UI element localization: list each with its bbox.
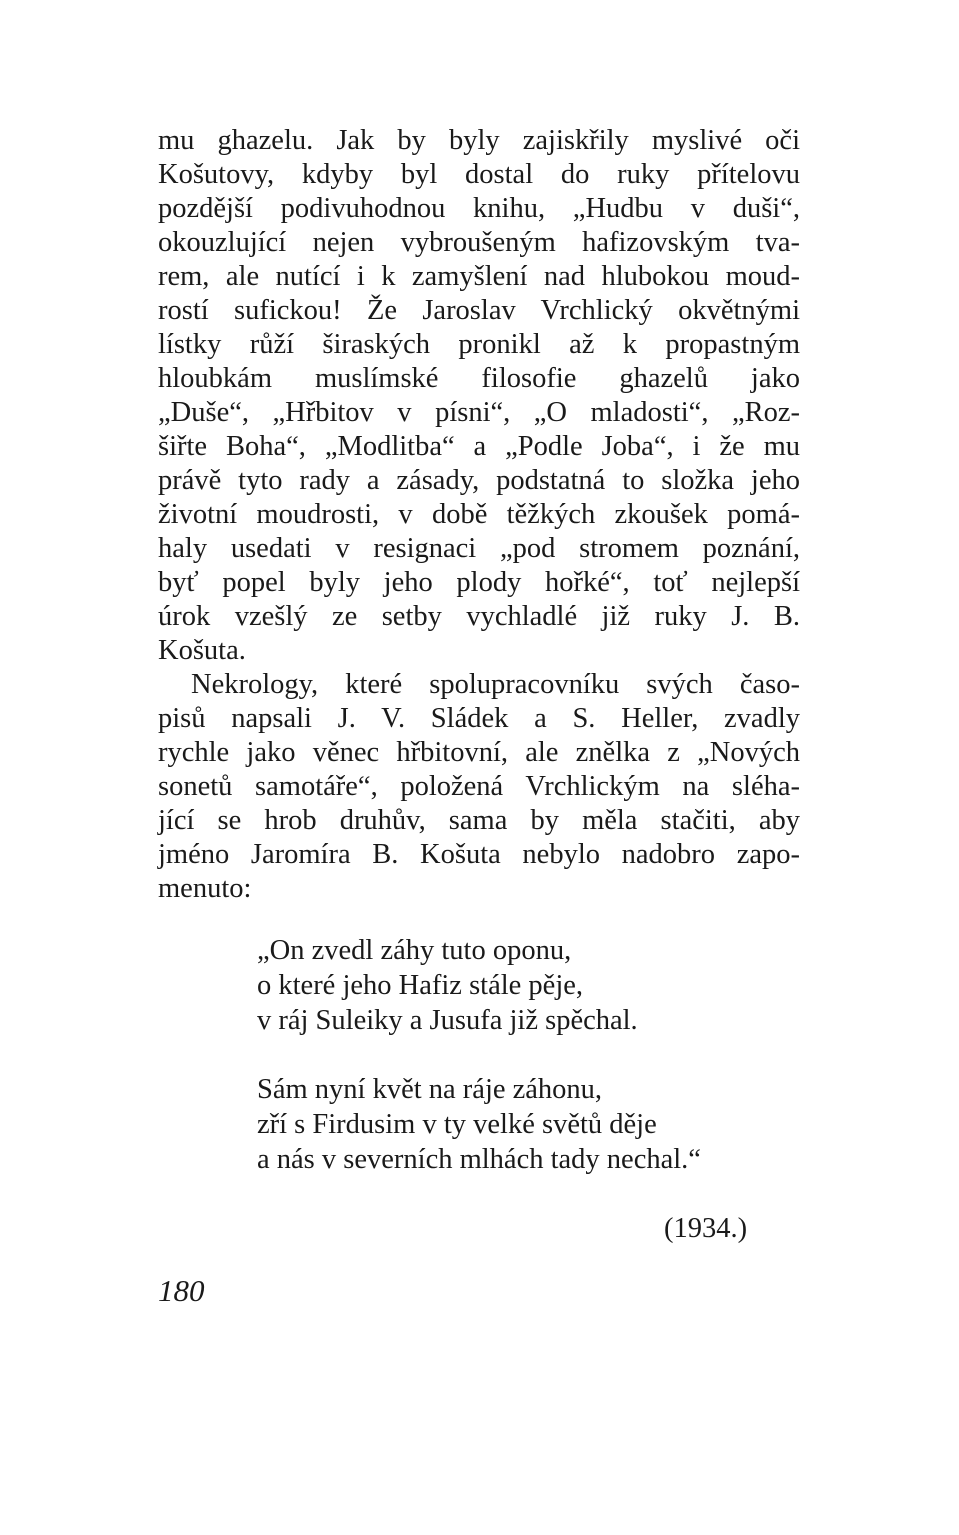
text-line: jméno Jaromíra B. Košuta nebylo nadobro zapo-: [158, 839, 800, 870]
text-line: sonetů samotáře“, položená Vrchlickým na sléha-: [158, 771, 800, 802]
verse-line: zří s Firdusim v ty velké světů děje: [257, 1109, 657, 1140]
text-line: pisů napsali J. V. Sládek a S. Heller, zvadly: [158, 703, 800, 734]
text-line: menuto:: [158, 873, 252, 904]
text-line: Košutovy, kdyby byl dostal do ruky přítelovu: [158, 159, 800, 190]
verse-line: a nás v severních mlhách tady nechal.“: [257, 1144, 701, 1175]
text-line: právě tyto rady a zásady, podstatná to složka jeho: [158, 465, 800, 496]
text-line: šiřte Boha“, „Modlitba“ a „Podle Joba“, i že mu: [158, 431, 800, 462]
text-line: Nekrology, které spolupracovníku svých časo-: [191, 669, 800, 700]
page-number: 180: [158, 1273, 205, 1308]
text-line: Košuta.: [158, 635, 246, 666]
text-line: lístky růží širaských pronikl až k propastným: [158, 329, 800, 360]
text-line: úrok vzešlý ze setby vychladlé již ruky J. B.: [158, 601, 800, 632]
text-line: „Duše“, „Hřbitov v písni“, „O mladosti“, „Roz-: [158, 397, 800, 428]
sonnet-quote: [257, 933, 777, 1211]
verse-line: Sám nyní květ na ráje záhonu,: [257, 1074, 603, 1105]
verse-line: v ráj Suleiky a Jusufa již spěchal.: [257, 1005, 638, 1036]
paragraph-1: [158, 124, 800, 668]
verse-line: o které jeho Hafiz stále pěje,: [257, 970, 584, 1001]
text-line: hloubkám muslímské filosofie ghazelů jako: [158, 363, 800, 394]
text-line: životní moudrosti, v době těžkých zkoušek pomá-: [158, 499, 800, 530]
text-line: rostí sufickou! Že Jaroslav Vrchlický okvětnými: [158, 295, 800, 326]
stanza-2: [257, 1072, 777, 1177]
text-line: mu ghazelu. Jak by byly zajiskřily myslivé oči: [158, 125, 800, 156]
text-line: byť popel byly jeho plody hořké“, toť nejlepší: [158, 567, 800, 598]
text-line: pozdější podivuhodnou knihu, „Hudbu v duši“,: [158, 193, 800, 224]
text-line: okouzlující nejen vybroušeným hafizovským tva-: [158, 227, 800, 258]
body-text: [158, 124, 800, 906]
text-line: jící se hrob druhův, sama by měla stačiti, aby: [158, 805, 800, 836]
text-line: rychle jako věnec hřbitovní, ale znělka z „Nových: [158, 737, 800, 768]
date-note: (1934.): [664, 1213, 748, 1244]
paragraph-2: [158, 668, 800, 906]
text-line: haly usedati v resignaci „pod stromem poznání,: [158, 533, 800, 564]
verse-line: „On zvedl záhy tuto oponu,: [257, 935, 572, 966]
text-line: rem, ale nutící i k zamyšlení nad hlubokou moud-: [158, 261, 800, 292]
stanza-1: [257, 933, 777, 1038]
